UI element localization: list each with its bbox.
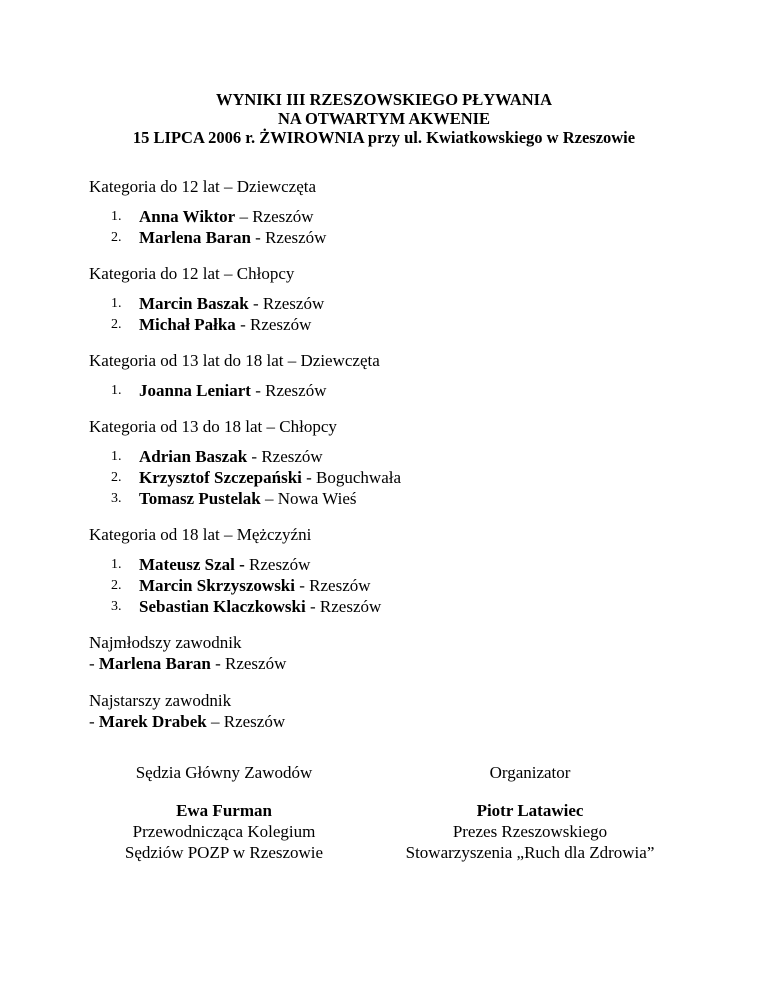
document-title — [0, 90, 768, 147]
category-heading: Kategoria od 13 do 18 lat – Chłopcy — [89, 417, 337, 436]
competitor-city: - Rzeszów — [250, 381, 327, 400]
list-number: 2. — [111, 317, 122, 332]
list-item — [89, 488, 709, 509]
signer-name: Ewa Furman — [176, 801, 272, 820]
competitor-city: – Rzeszów — [206, 712, 286, 731]
youngest-entry — [89, 653, 709, 674]
signer-title-line-1: Prezes Rzeszowskiego — [452, 822, 608, 841]
list-number: 1. — [111, 557, 122, 572]
list-number: 2. — [111, 230, 122, 245]
list-item — [89, 293, 709, 314]
competitor-city: - Rzeszów — [210, 654, 287, 673]
list-item — [89, 575, 709, 596]
competitor-name: Sebastian Klaczkowski — [139, 597, 306, 616]
signer-name: Piotr Latawiec — [476, 801, 584, 820]
head-judge-signature — [100, 762, 348, 863]
competitor-city: - Boguchwała — [301, 468, 402, 487]
competitor-city: - Rzeszów — [248, 294, 325, 313]
competitor-name: Marcin Baszak — [139, 294, 249, 313]
list-number: 2. — [111, 470, 122, 485]
list-item — [89, 596, 709, 617]
results-list — [89, 554, 709, 617]
youngest-competitor — [89, 632, 709, 674]
competitor-city: – Nowa Wieś — [260, 489, 357, 508]
competitor-name: Tomasz Pustelak — [139, 489, 261, 508]
list-item — [89, 467, 709, 488]
category-heading: Kategoria od 13 lat do 18 lat – Dziewczęta — [89, 351, 380, 370]
youngest-label: Najmłodszy zawodnik — [89, 633, 242, 652]
competitor-name: Marlena Baran — [139, 228, 251, 247]
list-number: 3. — [111, 599, 122, 614]
results-list — [89, 446, 709, 509]
competitor-name: Krzysztof Szczepański — [139, 468, 302, 487]
category-heading: Kategoria do 12 lat – Chłopcy — [89, 264, 295, 283]
results-list — [89, 380, 709, 401]
category-heading: Kategoria do 12 lat – Dziewczęta — [89, 177, 317, 196]
dash-prefix: - — [89, 712, 99, 731]
list-number: 1. — [111, 296, 122, 311]
competitor-name: Marek Drabek — [98, 712, 207, 731]
competitor-city: - Rzeszów — [250, 228, 327, 247]
list-item — [89, 206, 709, 227]
competitor-city: - Rzeszów — [295, 576, 371, 595]
list-number: 1. — [111, 383, 122, 398]
signer-title-line-2: Sędziów POZP w Rzeszowie — [124, 843, 324, 862]
oldest-competitor — [89, 690, 709, 732]
competitor-city: - Rzeszów — [247, 447, 323, 466]
list-item — [89, 380, 709, 401]
results-list — [89, 293, 709, 335]
competitor-city: - Rzeszów — [305, 597, 382, 616]
category-heading: Kategoria od 18 lat – Mężczyźni — [89, 525, 312, 544]
list-item — [89, 554, 709, 575]
signer-title-line-1: Przewodnicząca Kolegium — [132, 822, 316, 841]
signature-role: Sędzia Główny Zawodów — [135, 763, 313, 782]
title-line-2: NA OTWARTYM AKWENIE — [277, 109, 491, 128]
competitor-name: Marcin Skrzyszowski — [139, 576, 295, 595]
competitor-name: Anna Wiktor — [139, 207, 236, 226]
signer-title-line-2: Stowarzyszenia „Ruch dla Zdrowia” — [405, 843, 655, 862]
competitor-city: - Rzeszów — [235, 315, 312, 334]
results-content — [89, 176, 709, 748]
competitor-name: Adrian Baszak — [139, 447, 248, 466]
list-number: 1. — [111, 449, 122, 464]
list-item — [89, 227, 709, 248]
competitor-name: Michał Pałka — [139, 315, 236, 334]
list-number: 3. — [111, 491, 122, 506]
list-item — [89, 314, 709, 335]
competitor-city: Rzeszów — [244, 555, 311, 574]
oldest-entry — [89, 711, 709, 732]
title-line-1: WYNIKI III RZESZOWSKIEGO PŁYWANIA — [215, 90, 553, 109]
competitor-name: Joanna Leniart — [139, 381, 251, 400]
oldest-label: Najstarszy zawodnik — [89, 691, 232, 710]
results-list — [89, 206, 709, 248]
organizer-signature — [385, 762, 675, 863]
competitor-city: – Rzeszów — [235, 207, 314, 226]
list-item — [89, 446, 709, 467]
dash-prefix: - — [89, 654, 99, 673]
competitor-name: Marlena Baran — [98, 654, 211, 673]
list-number: 1. — [111, 209, 122, 224]
competitor-name: Mateusz Szal - — [139, 555, 245, 574]
list-number: 2. — [111, 578, 122, 593]
title-line-3: 15 LIPCA 2006 r. ŻWIROWNIA przy ul. Kwiatkowskiego w Rzeszowie — [132, 128, 636, 147]
signature-role: Organizator — [489, 763, 571, 782]
